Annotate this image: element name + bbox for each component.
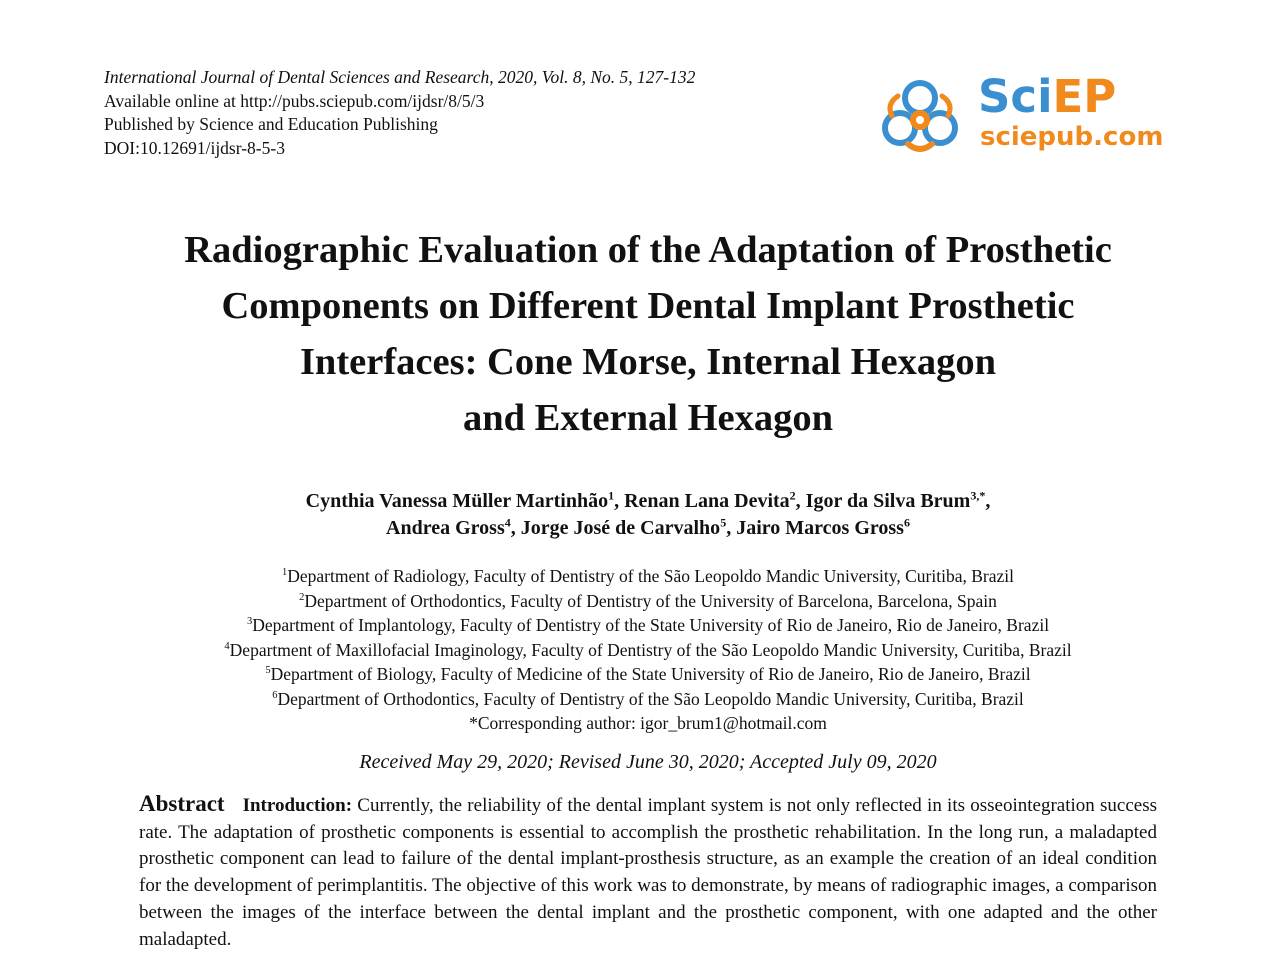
corresponding-author: *Corresponding author: igor_brum1@hotmail.com — [469, 713, 827, 733]
publisher-line: Published by Science and Education Publishing — [104, 114, 438, 134]
affiliation-item: $^6$Department of Orthodontics, Faculty of Dentistry of the São Leopoldo Mandic University, Curitiba, Brazil — [272, 688, 1024, 709]
author-affil-sup: 2 — [789, 488, 796, 503]
author-affil-sup: 3,* — [970, 488, 986, 503]
available-online-line: Available online at http://pubs.sciepub.com/ijdsr/8/5/3 — [104, 90, 485, 111]
affiliation-item: $^4$Department of Maxillofacial Imaginology, Faculty of Dentistry of the São Leopoldo Mandic University, Curitiba, Brazil — [224, 639, 1072, 660]
abstract-section — [139, 791, 1157, 953]
affiliation-item: $^5$Department of Biology, Faculty of Medicine of the State University of Rio de Janeiro, Rio de Janeiro, Brazil — [265, 664, 1031, 684]
affiliation-item: $^3$Department of Implantology, Faculty of Dentistry of the State University of Rio de Janeiro, Rio de Janeiro, Brazil — [246, 615, 1050, 635]
author-name: Igor da Silva Brum — [805, 490, 971, 512]
author-name: Renan Lana Devita — [624, 490, 790, 512]
logo-site-text: sciepub.com — [980, 122, 1164, 152]
biohazard-style-logo-icon — [878, 76, 962, 156]
introduction-label: Introduction: — [242, 795, 353, 816]
author-affil-sup: 6 — [903, 515, 910, 530]
title-line: and External Hexagon — [462, 397, 834, 439]
submission-dates: Received May 29, 2020; Revised June 30, 2020; Accepted July 09, 2020 — [359, 751, 937, 773]
author-line: Cynthia Vanessa Müller Martinhão$^1$, Renan Lana Devita$^2$, Igor da Silva Brum$^{3,*}$, — [305, 488, 991, 512]
affiliation-item: $^2$Department of Orthodontics, Faculty of Dentistry of the University of Barcelona, Barcelona, Spain — [299, 590, 997, 611]
logo-brand-text: SciEP — [978, 70, 1117, 123]
author-name: Cynthia Vanessa Müller Martinhão — [305, 490, 609, 512]
author-affil-sup: 5 — [720, 515, 727, 530]
sciepub-logo — [878, 70, 1178, 156]
title-line: Components on Different Dental Implant Prosthetic — [221, 285, 1075, 327]
author-name: Jorge José de Carvalho — [520, 517, 721, 539]
affiliation-item: $^1$Department of Radiology, Faculty of Dentistry of the São Leopoldo Mandic University, Curitiba, Brazil — [282, 566, 1014, 586]
author-name: Jairo Marcos Gross — [736, 517, 904, 539]
author-list — [60, 488, 1236, 542]
author-line: Andrea Gross$^4$, Jorge José de Carvalho$^5$, Jairo Marcos Gross$^6$ — [386, 515, 910, 539]
author-affil-sup: 1 — [608, 488, 615, 503]
title-line: Interfaces: Cone Morse, Internal Hexagon — [299, 341, 997, 383]
journal-citation: International Journal of Dental Sciences and Research, 2020, Vol. 8, No. 5, 127-132 — [104, 67, 696, 87]
abstract-label: Abstract — [139, 791, 225, 816]
abstract-text: Currently, the reliability of the dental implant system is not only reflected in its osseointegration success rate. The adaptation of prosthetic components is essential to accomplish the prosthetic rehabilitation. In the long run, a maladapted prosthetic component can lead to failure of the dental implant-prosthesis structure, as an example the creation of an ideal condition for the development of perimplantitis. The objective of this work was to demonstrate, by means of radiographic images, a comparison between the images of the interface between the dental implant and the prosthetic component, with one adapted and the other maladapted. — [139, 795, 1157, 950]
author-affil-sup: 4 — [504, 515, 511, 530]
author-name: Andrea Gross — [386, 517, 505, 539]
paper-title — [60, 222, 1236, 446]
article-header-meta — [104, 66, 695, 160]
affiliation-list — [60, 564, 1236, 736]
title-line: Radiographic Evaluation of the Adaptation of Prosthetic — [184, 229, 1112, 271]
doi-line: DOI:10.12691/ijdsr-8-5-3 — [104, 137, 285, 158]
